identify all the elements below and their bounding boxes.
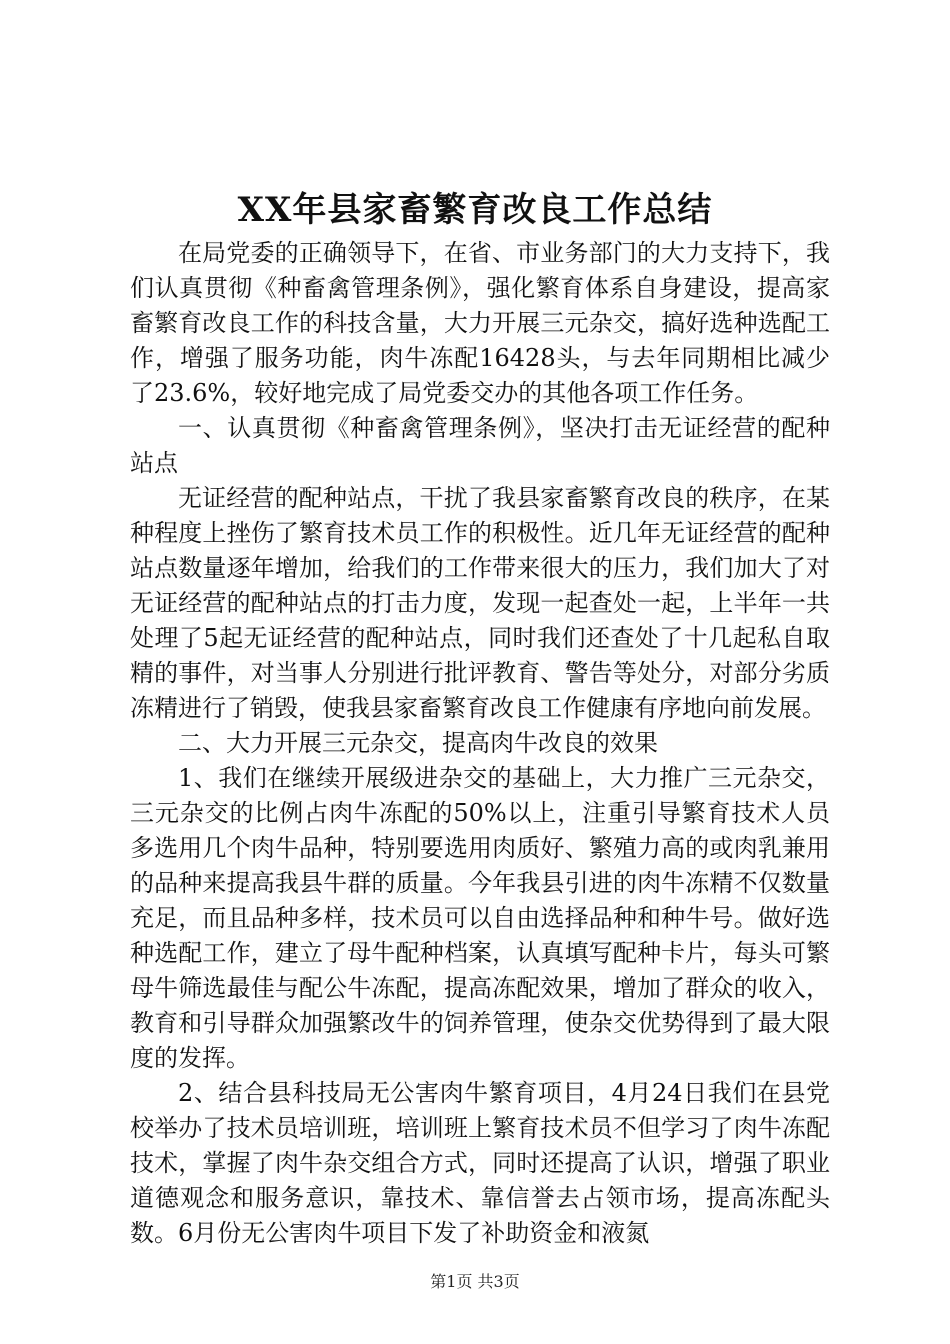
- section-heading-1: 一、认真贯彻《种畜禽管理条例》，坚决打击无证经营的配种站点: [130, 414, 830, 477]
- document-title: XX年县家畜繁育改良工作总结: [237, 190, 713, 230]
- body-paragraph: 1、我们在继续开展级进杂交的基础上，大力推广三元杂交，三元杂交的比例占肉牛冻配的50%以上，注重引导繁育技术人员多选用几个肉牛品种，特别要选用肉质好、繁殖力高的或肉乳兼用的品种来提高我县牛群的质量。今年我县引进的肉牛冻精不仅数量充足，而且品种多样，技术员可以自由选择品种和种牛号。做好选种选配工作，建立了母牛配种档案，认真填写配种卡片，每头可繁母牛筛选最佳与配公牛冻配，提高冻配效果，增加了群众的收入，教育和引导群众加强繁改牛的饲养管理，使杂交优势得到了最大限度的发挥。: [130, 764, 830, 1072]
- body-paragraph: 无证经营的配种站点，干扰了我县家畜繁育改良的秩序，在某种程度上挫伤了繁育技术员工作的积极性。近几年无证经营的配种站点数量逐年增加，给我们的工作带来很大的压力，我们加大了对无证经营的配种站点的打击力度，发现一起查处一起，上半年一共处理了5起无证经营的配种站点，同时我们还查处了十几起私自取精的事件，对当事人分别进行批评教育、警告等处分，对部分劣质冻精进行了销毁，使我县家畜繁育改良工作健康有序地向前发展。: [130, 484, 830, 722]
- document-body: [130, 236, 830, 1251]
- section-heading-2: 二、大力开展三元杂交，提高肉牛改良的效果: [178, 729, 658, 757]
- page-footer: 第1页 共3页: [430, 1272, 520, 1291]
- body-paragraph: 2、结合县科技局无公害肉牛繁育项目，4月24日我们在县党校举办了技术员培训班，培训班上繁育技术员不但学习了肉牛冻配技术，掌握了肉牛杂交组合方式，同时还提高了认识，增强了职业道德观念和服务意识，靠技术、靠信誉去占领市场，提高冻配头数。6月份无公害肉牛项目下发了补助资金和液氮: [130, 1079, 830, 1247]
- intro-paragraph: 在局党委的正确领导下，在省、市业务部门的大力支持下，我们认真贯彻《种畜禽管理条例》，强化繁育体系自身建设，提高家畜繁育改良工作的科技含量，大力开展三元杂交，搞好选种选配工作，增强了服务功能，肉牛冻配16428头，与去年同期相比减少了23.6%，较好地完成了局党委交办的其他各项工作任务。: [130, 239, 830, 407]
